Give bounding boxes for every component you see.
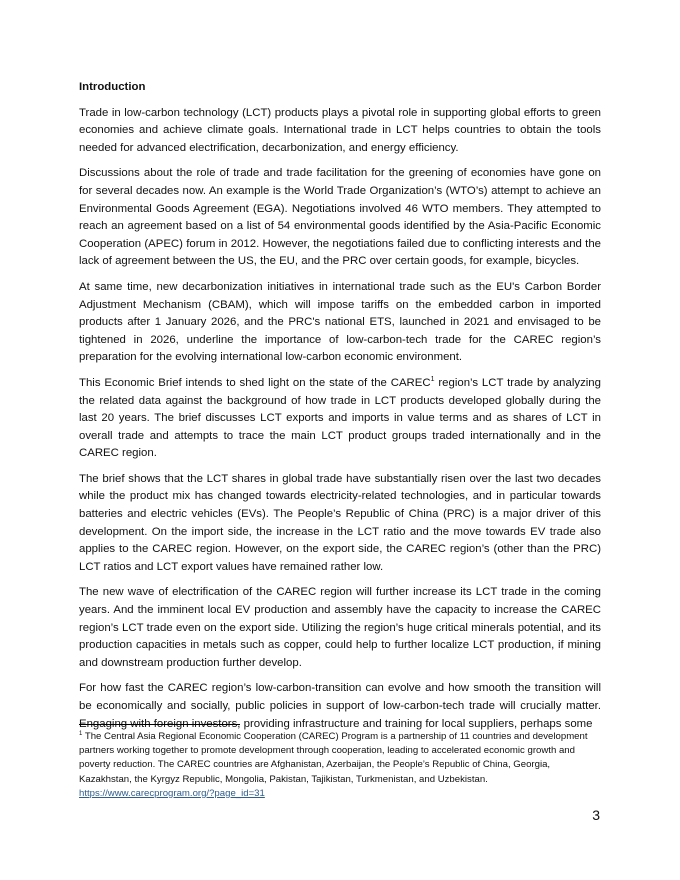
document-body	[79, 79, 601, 741]
footnote-divider	[79, 724, 240, 725]
paragraph-brief-purpose	[79, 375, 601, 463]
paragraph-findings: The brief shows that the LCT shares in global trade have substantially risen over the last two decades while the product mix has changed towards electricity-related technologies, and in particular towards batteries and electric vehicles (EVs). The People’s Republic of China (PRC) is a major driver of this development. On the import side, the increase in the LCT ratio and the move towards EV trade also applies to the CAREC region. However, on the export side, the CAREC region’s (other than the PRC) LCT ratios and LCT export values have remained rather low.	[79, 472, 601, 573]
paragraph-brief-purpose-end: region’s LCT trade by analyzing the related data against the background of how trade in LCT products developed globally during the last 20 years. The brief discusses LCT exports and imports in value terms and as shares of LCT in overall trade and attempts to trace the main LCT product groups traded internationally and in the CAREC region.	[79, 376, 601, 460]
section-heading: Introduction	[79, 81, 146, 93]
paragraph-ega-negotiations: Discussions about the role of trade and trade facilitation for the greening of economies have gone on for several decades now. An example is the World Trade Organization’s (WTO’s) attempt to achieve an Environmental Goods Agreement (EGA). Negotiations involved 46 WTO members. They attempted to reach an agreement based on a list of 54 environmental goods identified by the Asia-Pacific Economic Cooperation (APEC) forum in 2012. However, the negotiations failed due to conflicting interests and the lack of agreement between the US, the EU, and the PRC over certain goods, for example, bicycles.	[79, 167, 601, 268]
page-number: 3	[592, 807, 600, 823]
paragraph-intro: Trade in low-carbon technology (LCT) products plays a pivotal role in supporting global efforts to green economies and achieve climate goals. International trade in LCT helps countries to obtain the tools needed for advanced electrification, decarbonization, and energy efficiency.	[79, 106, 601, 154]
footnote-reference[interactable]: 1	[430, 376, 435, 384]
paragraph-brief-purpose-start: This Economic Brief intends to shed light on the state of the CAREC	[79, 376, 431, 389]
footnote-marker: 1	[79, 730, 83, 737]
footnote-text: The Central Asia Regional Economic Cooperation (CAREC) Program is a partnership of 11 countries and development partners working together to promote development through cooperation, leading to accelerated economic growth and poverty reduction. The CAREC countries are Afghanistan, Azerbaijan, the People’s Republic of China, Georgia, Kazakhstan, the Kyrgyz Republic, Mongolia, Pakistan, Tajikistan, Turkmenistan, and Uzbekistan.	[79, 731, 588, 785]
footnote	[79, 730, 594, 801]
paragraph-decarbonization-initiatives: At same time, new decarbonization initiatives in international trade such as the EU's Carbon Border Adjustment Mechanism (CBAM), which will impose tariffs on the embedded carbon in imported products after 1 January 2026, and the PRC's national ETS, launched in 2021 and envisaged to be tightened in 2026, underline the importance of low-carbon-tech trade for the CAREC region’s preparation for the evolving international low-carbon economic environment.	[79, 280, 601, 364]
paragraph-electrification: The new wave of electrification of the CAREC region will further increase its LCT trade in the coming years. And the imminent local EV production and assembly have the capacity to increase the CAREC region’s LCT trade even on the export side. Utilizing the region’s huge critical minerals potential, and its production capacities in metals such as copper, could help to further localize LCT production, if mining and downstream production further develop.	[79, 586, 601, 669]
paragraph-public-policies: For how fast the CAREC region’s low-carbon-transition can evolve and how smooth the transition will be economically and socially, public policies in support of low-carbon-tech trade will crucially matter. Engaging with foreign investors, providing infrastructure and training for local suppliers, perhaps some	[79, 682, 601, 730]
footnote-link[interactable]: https://www.carecprogram.org/?page_id=31	[79, 787, 265, 799]
